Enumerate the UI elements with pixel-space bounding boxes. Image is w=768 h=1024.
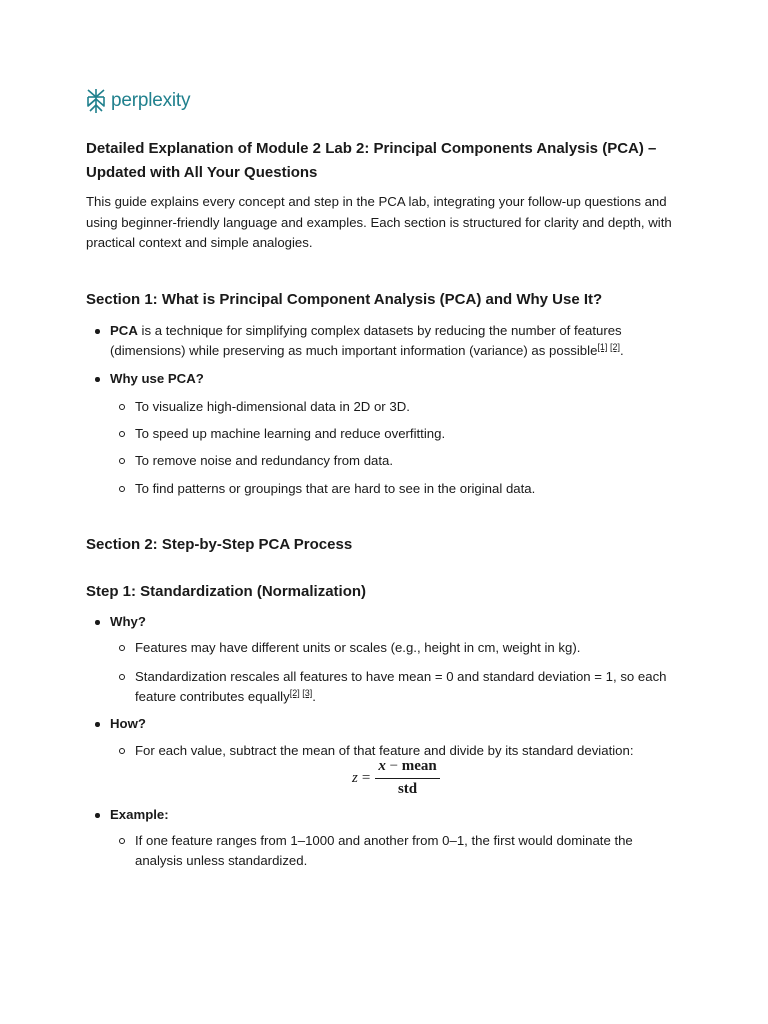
why-pca-label: Why use PCA? bbox=[110, 371, 204, 386]
list-item bbox=[86, 714, 686, 734]
list-item bbox=[86, 805, 686, 825]
why-pca-list bbox=[86, 369, 686, 389]
list-item: Features may have different units or scales (e.g., height in cm, weight in kg). bbox=[86, 638, 686, 658]
list-item: To remove noise and redundancy from data. bbox=[86, 451, 686, 471]
intro-paragraph: This guide explains every concept and step in the PCA lab, integrating your follow-up questions and using beginner-friendly language and examples. Each section is structured for clarity and depth, with practical context and simple analogies. bbox=[86, 194, 672, 250]
citation-link[interactable]: [2] bbox=[289, 688, 300, 698]
formula-equals: = bbox=[361, 769, 371, 786]
list-item: To visualize high-dimensional data in 2D or 3D. bbox=[86, 397, 686, 417]
why-label: Why? bbox=[110, 614, 146, 629]
citation-link[interactable]: [1] bbox=[597, 342, 608, 352]
list-item: PCA is a technique for simplifying complex datasets by reducing the number of features (dimensions) while preserving as much important information (variance) as possible[1] [2]. bbox=[86, 321, 676, 361]
standardization-formula bbox=[352, 758, 440, 798]
section1-heading: Section 1: What is Principal Component Analysis (PCA) and Why Use It? bbox=[86, 291, 603, 308]
formula-numerator: x − mean bbox=[375, 758, 439, 779]
citation-link[interactable]: [2] bbox=[609, 342, 620, 352]
list-item: If one feature ranges from 1–1000 and another from 0–1, the first would dominate the analysis unless standardized. bbox=[86, 831, 676, 871]
how-label: How? bbox=[110, 716, 146, 731]
example-label: Example: bbox=[110, 807, 169, 822]
section2-heading: Section 2: Step-by-Step PCA Process bbox=[86, 536, 353, 553]
why-pca-sublist bbox=[86, 397, 686, 417]
formula-lhs: z bbox=[352, 769, 358, 786]
section1-list bbox=[86, 321, 676, 361]
perplexity-logo-icon bbox=[86, 88, 106, 114]
step1-heading: Step 1: Standardization (Normalization) bbox=[86, 583, 367, 600]
document-title: Detailed Explanation of Module 2 Lab 2: Principal Components Analysis (PCA) – Updated with All Your Questions bbox=[86, 140, 657, 181]
pca-definition: is a technique for simplifying complex datasets by reducing the number of features (dimensions) while preserving as much important information (variance) as possible bbox=[110, 323, 622, 358]
formula-denominator: std bbox=[397, 781, 418, 797]
list-item: Standardization rescales all features to have mean = 0 and standard deviation = 1, so each feature contributes equally[2] [3]. bbox=[86, 667, 676, 707]
perplexity-logo[interactable] bbox=[86, 88, 190, 114]
formula-fraction bbox=[375, 758, 439, 798]
list-item bbox=[86, 369, 686, 389]
list-item: To find patterns or groupings that are hard to see in the original data. bbox=[86, 479, 686, 499]
list-item: For each value, subtract the mean of that feature and divide by its standard deviation: bbox=[86, 741, 686, 761]
list-item: To speed up machine learning and reduce overfitting. bbox=[86, 424, 686, 444]
brand-name: perplexity bbox=[111, 90, 191, 111]
pca-term: PCA bbox=[110, 323, 138, 338]
list-item bbox=[86, 612, 686, 632]
citation-link[interactable]: [3] bbox=[302, 688, 313, 698]
